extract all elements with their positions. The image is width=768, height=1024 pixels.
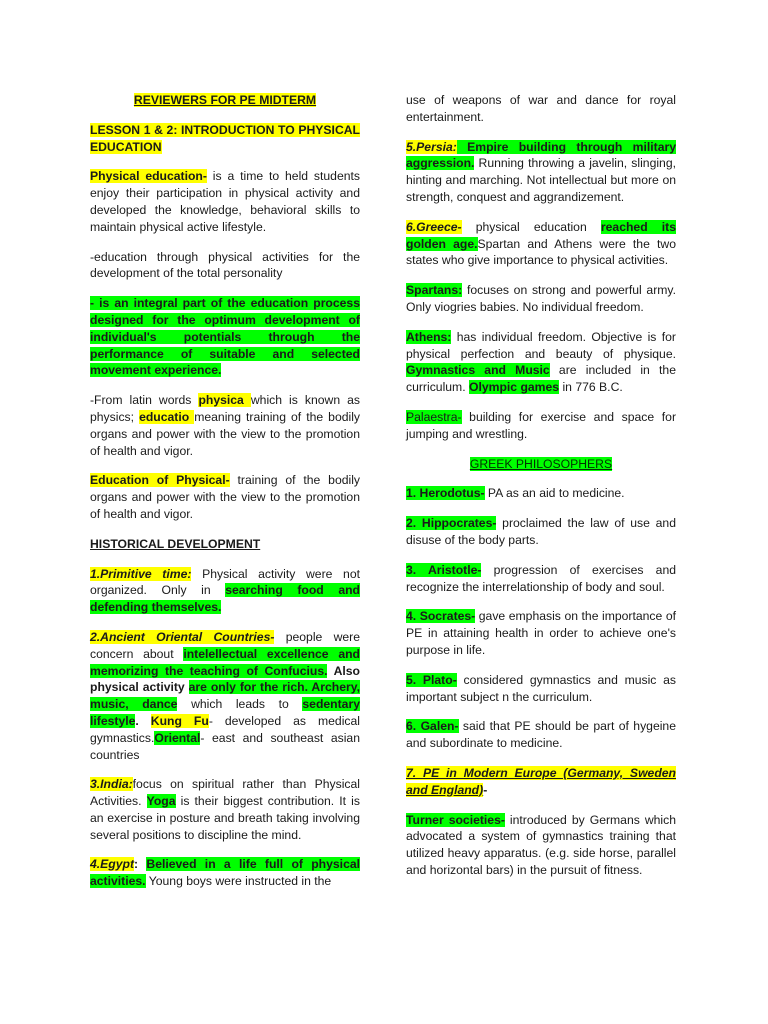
plato-item: 5. Plato- considered gymnastics and music as important subject n the curriculum. bbox=[406, 672, 676, 704]
pe-definition: Physical education- is a time to held students enjoy their participation in physical activity and developed the knowledge, behavioral skills to maintain physical active lifestyle. bbox=[90, 169, 360, 234]
hippocrates-item: 2. Hippocrates- proclaimed the law of use and disuse of the body parts. bbox=[406, 516, 676, 547]
modern-europe-heading: 7. PE in Modern Europe (Germany, Sweden and England)- bbox=[406, 765, 676, 797]
lesson-heading: LESSON 1 & 2: INTRODUCTION TO PHYSICAL EDUCATION bbox=[90, 122, 360, 154]
spartans-paragraph: Spartans: focuses on strong and powerful army. Only viogries babies. No individual freedom. bbox=[406, 283, 676, 314]
primitive-time-paragraph: 1.Primitive time: Physical activity were not organized. Only in searching food and defending themselves. bbox=[90, 566, 360, 615]
right-column bbox=[406, 92, 676, 892]
aristotle-item: 3. Aristotle- progression of exercises and recognize the interrelationship of body and soul. bbox=[406, 562, 676, 594]
historical-development-heading: HISTORICAL DEVELOPMENT bbox=[90, 536, 261, 551]
latin-words-paragraph: -From latin words physica which is known as physics; educatio meaning training of the bodily organs and power with the view to the promotion of health and vigor. bbox=[90, 393, 361, 458]
socrates-item: 4. Socrates- gave emphasis on the importance of PE in attaining health in order to achieve one's purpose in life. bbox=[406, 609, 676, 657]
india-paragraph: 3.India:focus on spiritual rather than Physical Activities. Yoga is their biggest contribution. It is an exercise in posture and breath taking involving several positions to discipline the mind. bbox=[90, 777, 360, 842]
palaestra-paragraph: Palaestra- building for exercise and space for jumping and wrestling. bbox=[406, 409, 676, 441]
herodotus-item: 1. Herodotus- PA as an aid to medicine. bbox=[406, 486, 625, 501]
galen-item: 6. Galen- said that PE should be part of hygeine and subordinate to medicine. bbox=[406, 719, 676, 751]
turner-societies-paragraph: Turner societies- introduced by Germans which advocated a system of gymnastics training that utilized heavy apparatus. (e.g. side horse, parallel and horizontal bars) in the pursuit of fitness. bbox=[406, 812, 676, 877]
athens-paragraph: Athens: has individual freedom. Objective is for physical perfection and beauty of physique. Gymnastics and Music are included in the curriculum. Olympic games in 776 B.C. bbox=[406, 329, 676, 395]
ancient-oriental-paragraph: 2.Ancient Oriental Countries- people were concern about intelellectual excellence and memorizing the teaching of Confucius. Also physical activity are only for the rich. Archery, music, dance which leads to sedentary lifestyle. Kung Fu- developed as medical gymnastics.Oriental- east and southeast asian countries bbox=[90, 629, 360, 762]
greek-philosophers-heading: GREEK PHILOSOPHERS bbox=[469, 456, 613, 471]
persia-paragraph: 5.Persia: Empire building through military aggression. Running throwing a javelin, slinging, hinting and marching. Not intellectual but more on strength, conquest and aggrandizement. bbox=[406, 139, 676, 204]
egypt-continued: use of weapons of war and dance for royal entertainment. bbox=[406, 93, 676, 124]
education-of-physical-paragraph: Education of Physical- training of the bodily organs and power with the view to the promotion of health and vigor. bbox=[90, 473, 361, 521]
integral-part-paragraph: - is an integral part of the education process designed for the optimum development of individual's potentials through the performance of suitable and selected movement experience. bbox=[90, 296, 360, 378]
greece-paragraph: 6.Greece- physical education reached its golden age.Spartan and Athens were the two states who give importance to physical activities. bbox=[406, 219, 677, 268]
left-column bbox=[90, 92, 360, 903]
egypt-paragraph: 4.Egypt: Believed in a life full of physical activities. Young boys were instructed in the bbox=[90, 857, 361, 889]
page-title: REVIEWERS FOR PE MIDTERM bbox=[133, 93, 317, 107]
education-through-paragraph: -education through physical activities for the development of the total personality bbox=[90, 249, 360, 281]
